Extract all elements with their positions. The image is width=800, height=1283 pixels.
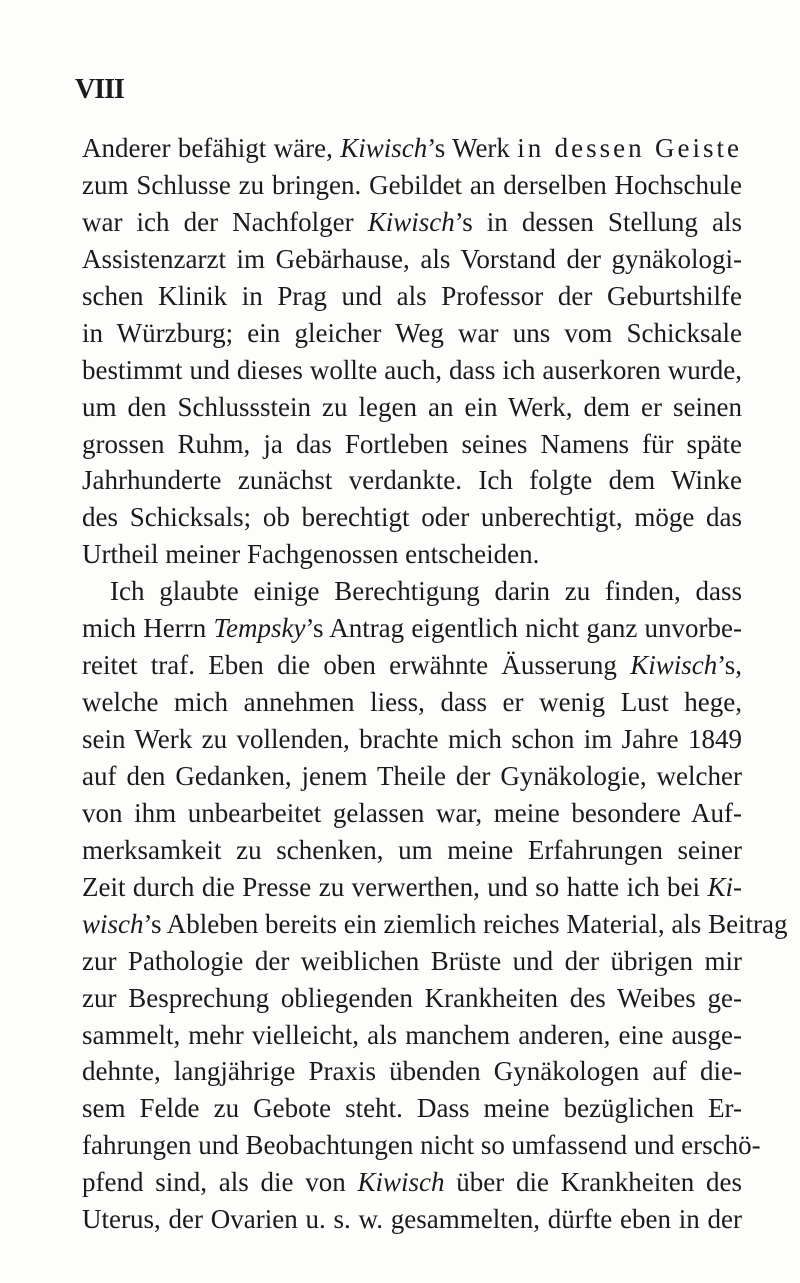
text-segment: merksamkeit zu schenken, um meine Erfahrungen seiner	[82, 834, 742, 865]
text-segment: zur Pathologie der weiblichen Brüste und der übrigen mir	[82, 945, 742, 976]
text-line	[82, 499, 742, 536]
text-line	[82, 130, 742, 167]
text-segment: ’s Werk	[427, 133, 518, 163]
text-segment: schen Klinik in Prag und als Professor der Geburtshilfe	[82, 280, 742, 311]
italic-name: wisch	[82, 908, 144, 939]
text-line	[82, 462, 742, 499]
text-segment: zum Schlusse zu bringen. Gebildet an derselben Hochschule	[82, 169, 742, 200]
text-line	[82, 536, 742, 573]
text-segment: des Schicksals; ob berechtigt oder unberechtigt, möge das	[82, 502, 742, 533]
text-segment: welche mich annehmen liess, dass er wenig Lust hege,	[82, 687, 742, 718]
body-text	[82, 130, 788, 1238]
text-line	[82, 1201, 742, 1238]
text-line	[82, 1053, 742, 1090]
italic-name: Kiwisch	[630, 650, 718, 681]
text-line	[82, 610, 742, 647]
text-segment: Urtheil meiner Fachgenossen entscheiden.	[82, 539, 540, 570]
text-segment: fahrungen und Beobachtungen nicht so umfassend und erschö-	[82, 1130, 761, 1161]
text-segment: um den Schlussstein zu legen an ein Werk, dem er seinen	[82, 391, 742, 422]
text-line	[82, 573, 742, 610]
text-line	[82, 204, 742, 241]
text-line	[82, 758, 742, 795]
text-segment: ’s Ableben bereits ein ziemlich reiches Material, als Beitrag	[143, 908, 788, 939]
text-segment: ’s Antrag eigentlich nicht ganz unvorbe-	[305, 613, 743, 644]
text-line	[82, 1090, 742, 1127]
text-line	[82, 943, 742, 980]
text-segment: war ich der Nachfolger	[82, 206, 368, 237]
text-line	[82, 906, 788, 943]
text-line	[82, 1017, 742, 1054]
text-segment: von ihm unbearbeitet gelassen war, meine besondere Auf-	[82, 797, 742, 828]
text-segment: grossen Ruhm, ja das Fortleben seines Namens für späte	[82, 428, 742, 459]
text-segment: Ich glaubte einige Berechtigung darin zu finden, dass	[110, 576, 742, 607]
page-number: VIII	[75, 74, 124, 105]
text-segment: ’s,	[717, 650, 742, 681]
text-segment: auf den Gedanken, jenem Theile der Gynäkologie, welcher	[82, 760, 742, 791]
text-line	[82, 426, 742, 463]
text-line	[82, 721, 742, 758]
text-segment: Uterus, der Ovarien u. s. w. gesammelten, dürfte eben in der	[82, 1204, 742, 1235]
text-segment: sem Felde zu Gebote steht. Dass meine bezüglichen Er-	[82, 1093, 742, 1124]
text-line	[82, 167, 742, 204]
text-segment: reitet traf. Eben die oben erwähnte Äusserung	[82, 650, 631, 681]
text-line	[82, 795, 742, 832]
text-segment: in Würzburg; ein gleicher Weg war uns vom Schicksale	[82, 317, 742, 348]
text-segment: sammelt, mehr vielleicht, als manchem anderen, eine ausge-	[82, 1019, 742, 1050]
text-segment: Jahrhunderte zunächst verdankte. Ich folgte dem Winke	[82, 465, 742, 496]
text-segment: ’s in dessen Stellung als	[454, 206, 742, 237]
text-segment: pfend sind, als die von	[82, 1167, 358, 1198]
text-segment: Assistenzarzt im Gebärhause, als Vorstand der gynäkologi-	[82, 243, 742, 274]
text-segment: Anderer befähigt wäre,	[82, 133, 341, 163]
text-line	[82, 352, 742, 389]
text-line	[82, 684, 742, 721]
text-line	[82, 241, 742, 278]
italic-name: Ki-	[707, 871, 742, 902]
italic-name: Kiwisch	[340, 133, 428, 163]
italic-name: Kiwisch	[367, 206, 455, 237]
text-segment: zur Besprechung obliegenden Krankheiten des Weibes ge-	[82, 982, 742, 1013]
text-line	[82, 278, 742, 315]
text-line	[82, 1127, 761, 1164]
text-segment: in dessen Geiste	[517, 133, 742, 163]
text-segment: dehnte, langjährige Praxis übenden Gynäkologen auf die-	[82, 1056, 742, 1087]
text-segment: mich Herrn	[82, 613, 214, 644]
text-line	[82, 315, 742, 352]
text-line	[82, 980, 742, 1017]
text-line	[82, 647, 742, 684]
text-segment: Zeit durch die Presse zu verwerthen, und so hatte ich bei	[82, 871, 708, 902]
italic-name: Tempsky	[213, 613, 306, 644]
text-segment: über die Krankheiten des	[444, 1167, 742, 1198]
text-segment: bestimmt und dieses wollte auch, dass ich auserkoren wurde,	[82, 354, 742, 385]
text-line	[82, 389, 742, 426]
text-line	[82, 1164, 742, 1201]
text-line	[82, 869, 742, 906]
text-segment: sein Werk zu vollenden, brachte mich schon im Jahre 1849	[82, 724, 742, 754]
italic-name: Kiwisch	[357, 1167, 445, 1198]
text-line	[82, 832, 742, 869]
